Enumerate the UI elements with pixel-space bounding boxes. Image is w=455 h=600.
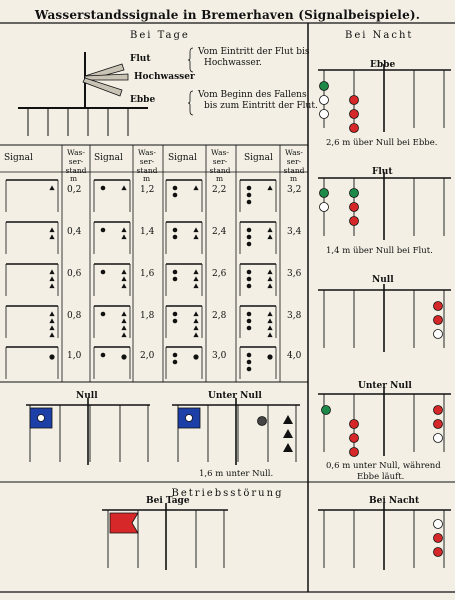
step-triangle: [267, 276, 272, 281]
red-lamp: [350, 217, 359, 226]
metre-ball: [173, 186, 178, 191]
night-ebbe-caption: 2,6 m über Null bei Ebbe.: [326, 138, 438, 148]
metre-ball: [173, 319, 178, 324]
hochwasser-label: Hochwasser: [134, 72, 195, 82]
metre-ball: [247, 284, 252, 289]
step-triangle: [121, 325, 126, 330]
step-triangle: [193, 234, 198, 239]
red-lamp: [350, 420, 359, 429]
step-triangle: [283, 443, 293, 452]
metre-ball: [173, 312, 178, 317]
water-level-value: 4,0: [287, 351, 302, 361]
night-unter-null-caption-1: 0,6 m unter Null, während: [326, 461, 441, 471]
water-level-value: 3,8: [287, 311, 302, 321]
col-wasser-line: ser-: [139, 157, 155, 166]
step-triangle: [49, 227, 54, 232]
white-lamp: [434, 330, 443, 339]
night-flut-label: Flut: [372, 167, 393, 177]
water-level-value: 3,0: [212, 351, 227, 361]
step-triangle: [267, 318, 272, 323]
red-lamp: [434, 302, 443, 311]
col-wasser-line: ser-: [286, 157, 302, 166]
step-triangle: [49, 325, 54, 330]
day-unter-null-label: Unter Null: [208, 391, 262, 401]
step-triangle: [193, 332, 198, 337]
metre-ball: [101, 228, 106, 233]
water-level-value: 2,8: [212, 311, 227, 321]
step-triangle: [193, 311, 198, 316]
red-lamp: [434, 548, 443, 557]
flut-label: Flut: [130, 54, 151, 64]
col-wasser-line: stand: [283, 166, 305, 175]
note-ebbe-2: bis zum Eintritt der Flut.: [204, 101, 318, 111]
col-wasser-line: Was-: [67, 148, 85, 157]
metre-ball: [247, 242, 252, 247]
step-triangle: [49, 269, 54, 274]
water-level-value: 0,6: [67, 269, 82, 279]
red-lamp: [350, 110, 359, 119]
brace-flut: [188, 48, 193, 72]
step-triangle: [121, 234, 126, 239]
metre-ball: [173, 228, 178, 233]
metre-ball: [173, 277, 178, 282]
green-lamp: [320, 189, 329, 198]
green-lamp: [322, 406, 331, 415]
step-triangle: [193, 283, 198, 288]
step-triangle: [121, 276, 126, 281]
step-triangle: [49, 311, 54, 316]
water-level-value: 1,0: [67, 351, 82, 361]
unit-m-4: m: [290, 174, 298, 183]
water-level-value: 1,4: [140, 227, 155, 237]
col-signal-1: Signal: [4, 153, 33, 163]
day-unter-null-caption: 1,6 m unter Null.: [199, 469, 274, 479]
metre-ball: [247, 312, 252, 317]
step-triangle: [267, 185, 272, 190]
step-triangle: [49, 332, 54, 337]
step-triangle: [121, 227, 126, 232]
step-triangle: [193, 276, 198, 281]
water-level-value: 3,2: [287, 185, 302, 195]
metre-ball: [173, 270, 178, 275]
white-lamp: [320, 203, 329, 212]
step-triangle: [193, 318, 198, 323]
unit-m-2: m: [143, 174, 151, 183]
step-triangle: [267, 269, 272, 274]
ebbe-label: Ebbe: [130, 95, 156, 105]
left-header: Bei Tage: [130, 30, 190, 41]
step-triangle: [267, 234, 272, 239]
step-triangle: [49, 185, 54, 190]
metre-ball: [173, 193, 178, 198]
flag-disc: [186, 415, 193, 422]
green-lamp: [350, 189, 359, 198]
metre-ball: [247, 319, 252, 324]
metre-ball: [247, 326, 252, 331]
betrieb-header: Betriebsstörung: [171, 488, 284, 499]
step-triangle: [267, 283, 272, 288]
water-level-value: 1,8: [140, 311, 155, 321]
red-pennant: [110, 513, 138, 533]
red-lamp: [350, 96, 359, 105]
water-level-value: 1,6: [140, 269, 155, 279]
col-wasser-line: stand: [65, 166, 87, 175]
step-triangle: [121, 269, 126, 274]
night-ebbe-label: Ebbe: [370, 60, 396, 70]
col-wasser-line: ser-: [68, 157, 84, 166]
note-flut-1: Vom Eintritt der Flut bis: [198, 47, 310, 57]
step-triangle: [49, 283, 54, 288]
unit-m-1: m: [70, 174, 78, 183]
step-triangle: [193, 185, 198, 190]
water-level-value: 2,6: [212, 269, 227, 279]
water-level-value: 2,4: [212, 227, 227, 237]
water-level-value: 3,6: [287, 269, 302, 279]
right-header: Bei Nacht: [345, 30, 414, 41]
step-triangle: [121, 318, 126, 323]
unit-m-3: m: [216, 174, 224, 183]
betrieb-night-label: Bei Nacht: [369, 496, 420, 506]
white-lamp: [434, 520, 443, 529]
step-triangle: [49, 234, 54, 239]
col-wasser-line: stand: [209, 166, 231, 175]
red-lamp: [434, 534, 443, 543]
metre-ball: [101, 186, 106, 191]
night-flut-caption: 1,4 m über Null bei Flut.: [326, 246, 433, 256]
step-triangle: [267, 325, 272, 330]
metre-ball: [247, 200, 252, 205]
step-triangle: [267, 227, 272, 232]
water-level-value: 0,2: [67, 185, 82, 195]
col-wasser-line: Was-: [211, 148, 229, 157]
water-level-value: 3,4: [287, 227, 302, 237]
red-lamp: [350, 434, 359, 443]
water-level-value: 0,8: [67, 311, 82, 321]
red-lamp: [350, 203, 359, 212]
metre-ball: [247, 360, 252, 365]
step-triangle: [193, 227, 198, 232]
col-signal-3: Signal: [168, 153, 197, 163]
metre-ball: [49, 354, 54, 359]
white-lamp: [320, 96, 329, 105]
col-wasser-line: stand: [136, 166, 158, 175]
step-triangle: [121, 283, 126, 288]
metre-ball: [101, 270, 106, 275]
night-unter-null-label: Unter Null: [358, 381, 412, 391]
page-title: Wasserstandssignale in Bremerhaven (Signalbeispiele).: [34, 8, 421, 22]
step-triangle: [283, 415, 293, 424]
metre-ball: [101, 312, 106, 317]
col-signal-4: Signal: [244, 153, 273, 163]
metre-ball: [247, 367, 252, 372]
metre-ball: [193, 354, 198, 359]
step-triangle: [267, 311, 272, 316]
col-signal-2: Signal: [94, 153, 123, 163]
metre-ball: [247, 228, 252, 233]
white-lamp: [434, 434, 443, 443]
night-unter-null-caption-2: Ebbe läuft.: [357, 472, 405, 482]
step-triangle: [49, 318, 54, 323]
brace-ebbe: [188, 91, 193, 115]
metre-ball: [173, 353, 178, 358]
step-triangle: [267, 332, 272, 337]
day-null-label: Null: [76, 391, 98, 401]
water-level-value: 2,0: [140, 351, 155, 361]
white-lamp: [320, 110, 329, 119]
ball-mark: [258, 417, 267, 426]
red-lamp: [434, 406, 443, 415]
step-triangle: [121, 185, 126, 190]
step-triangle: [121, 332, 126, 337]
betrieb-day-label: Bei Tage: [146, 496, 190, 506]
water-level-value: 1,2: [140, 185, 155, 195]
metre-ball: [173, 360, 178, 365]
metre-ball: [247, 186, 252, 191]
note-ebbe-1: Vom Beginn des Fallens: [198, 90, 307, 100]
red-lamp: [434, 316, 443, 325]
night-null-label: Null: [372, 275, 394, 285]
metre-ball: [247, 270, 252, 275]
step-triangle: [121, 311, 126, 316]
col-wasser-line: Was-: [138, 148, 156, 157]
water-level-value: 0,4: [67, 227, 82, 237]
col-wasser-line: Was-: [285, 148, 303, 157]
red-lamp: [434, 420, 443, 429]
green-lamp: [320, 82, 329, 91]
metre-ball: [247, 277, 252, 282]
metre-ball: [247, 235, 252, 240]
step-triangle: [193, 269, 198, 274]
step-triangle: [49, 276, 54, 281]
metre-ball: [173, 235, 178, 240]
water-level-value: 2,2: [212, 185, 227, 195]
red-lamp: [350, 124, 359, 133]
metre-ball: [247, 353, 252, 358]
ebbe-arm: [83, 78, 122, 96]
metre-ball: [101, 353, 106, 358]
red-lamp: [350, 448, 359, 457]
step-triangle: [193, 325, 198, 330]
col-wasser-line: ser-: [212, 157, 228, 166]
metre-ball: [247, 193, 252, 198]
note-flut-2: Hochwasser.: [204, 58, 262, 68]
step-triangle: [283, 429, 293, 438]
flag-disc: [38, 415, 45, 422]
metre-ball: [267, 354, 272, 359]
metre-ball: [121, 354, 126, 359]
